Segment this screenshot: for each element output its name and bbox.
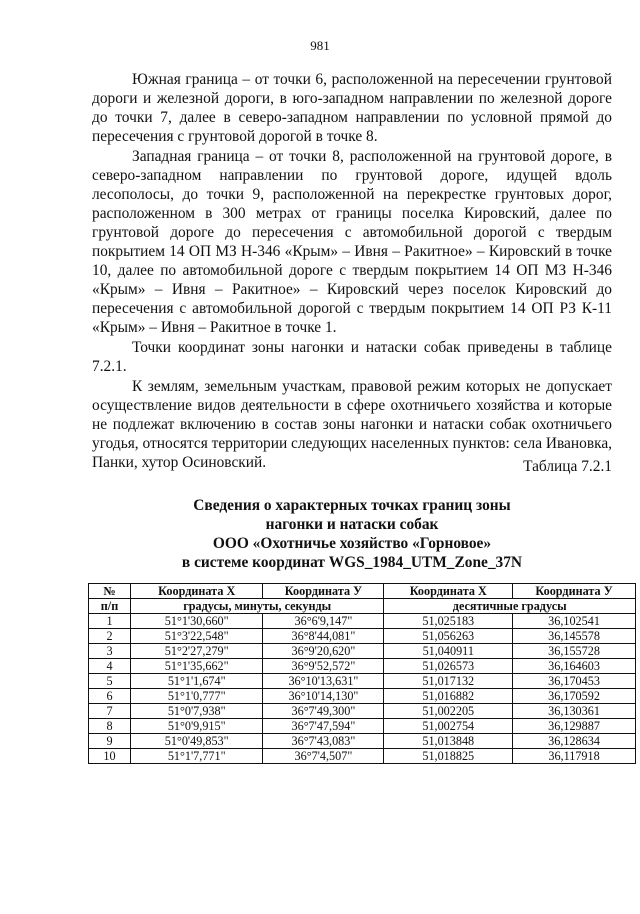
paragraph-west-border: Западная граница – от точки 8, расположенной на грунтовой дороге, в северо-западном направлении по грунтовой дороге, идущей вдоль лесополосы, до точки 9, расположенной на перекрестке грунтовых дорог, расположенном в 300 метрах от границы поселка Кировский, далее по грунтовой дороге до пересечения с автомобильной дорогой с твердым покрытием 14 ОП МЗ Н-346 «Крым» – Ивня – Ракитное» – Кировский в точке 10, далее по автомобильной дороге с твердым покрытием 14 ОП МЗ Н-346 «Крым» – Ивня – Ракитное» – Кировский через поселок Кировский до пересечения с автомобильной дорогой с твердым покрытием 14 ОП РЗ К-11 «Крым» – Ивня – Ракитное в точке 1. [92, 148, 612, 336]
cell-y-dms: 36°10'14,130" [263, 689, 384, 704]
cell-num: 4 [89, 659, 131, 674]
cell-y-dec: 36,102541 [513, 614, 636, 629]
coordinates-table [88, 583, 636, 764]
cell-x-dms: 51°1'30,660" [131, 614, 263, 629]
cell-y-dms: 36°6'9,147" [263, 614, 384, 629]
cell-x-dec: 51,017132 [384, 674, 513, 689]
table-title-line: Сведения о характерных точках границ зоны [193, 497, 511, 514]
header-dms-units: градусы, минуты, секунды [131, 599, 384, 614]
cell-y-dec: 36,155728 [513, 644, 636, 659]
cell-num: 8 [89, 719, 131, 734]
cell-num: 9 [89, 734, 131, 749]
header-x-dec: Координата X [384, 584, 513, 599]
header-dec-units: десятичные градусы [384, 599, 636, 614]
cell-x-dec: 51,040911 [384, 644, 513, 659]
page-number: 981 [310, 38, 330, 53]
header-num: № [89, 584, 131, 599]
cell-x-dms: 51°0'49,853" [131, 734, 263, 749]
body-text [92, 70, 612, 473]
table-row [89, 734, 636, 749]
cell-y-dms: 36°7'49,300" [263, 704, 384, 719]
cell-y-dec: 36,170592 [513, 689, 636, 704]
cell-y-dms: 36°10'13,631" [263, 674, 384, 689]
table-row [89, 749, 636, 764]
table-body [89, 614, 636, 764]
table-title-line: ООО «Охотничье хозяйство «Горновое» [212, 535, 492, 552]
cell-y-dec: 36,164603 [513, 659, 636, 674]
table-title [92, 496, 612, 572]
header-y-dms: Координата У [263, 584, 384, 599]
cell-y-dms: 36°9'52,572" [263, 659, 384, 674]
cell-num: 2 [89, 629, 131, 644]
header-x-dms: Координата X [131, 584, 263, 599]
cell-x-dec: 51,016882 [384, 689, 513, 704]
cell-y-dec: 36,117918 [513, 749, 636, 764]
table-title-line: нагонки и натаски собак [265, 516, 439, 533]
cell-x-dms: 51°1'7,771" [131, 749, 263, 764]
table-row [89, 719, 636, 734]
table-row [89, 659, 636, 674]
cell-x-dms: 51°1'0,777" [131, 689, 263, 704]
paragraph-excluded-lands: К землям, земельным участкам, правовой режим которых не допускает осуществление видов деятельности в сфере охотничьего хозяйства и которые не подлежат включению в состав зоны нагонки и натаски собак охотничьего угодья, относятся территории следующих населенных пунктов: села Ивановка, Панки, хутор Осиновский. [92, 378, 613, 471]
paragraph-table-reference: Точки координат зоны нагонки и натаски собак приведены в таблице 7.2.1. [92, 339, 612, 375]
table-row [89, 629, 636, 644]
cell-x-dms: 51°3'22,548" [131, 629, 263, 644]
table-row [89, 674, 636, 689]
cell-num: 1 [89, 614, 131, 629]
paragraph-south-border: Южная граница – от точки 6, расположенной на пересечении грунтовой дороги и железной дороги, в юго-западном направлении по железной дороге до точки 7, далее в северо-западном направлении по условной прямой до пересечения с грунтовой дорогой в точке 8. [92, 71, 612, 145]
cell-x-dec: 51,018825 [384, 749, 513, 764]
table-units-row [89, 599, 636, 614]
table-row [89, 614, 636, 629]
cell-num: 7 [89, 704, 131, 719]
cell-x-dec: 51,026573 [384, 659, 513, 674]
cell-x-dec: 51,002205 [384, 704, 513, 719]
cell-y-dms: 36°8'44,081" [263, 629, 384, 644]
cell-x-dec: 51,002754 [384, 719, 513, 734]
cell-y-dec: 36,128634 [513, 734, 636, 749]
cell-x-dms: 51°0'7,938" [131, 704, 263, 719]
cell-y-dec: 36,170453 [513, 674, 636, 689]
cell-x-dec: 51,025183 [384, 614, 513, 629]
cell-num: 6 [89, 689, 131, 704]
cell-y-dms: 36°9'20,620" [263, 644, 384, 659]
table-title-line: в системе координат WGS_1984_UTM_Zone_37N [181, 554, 523, 571]
header-num-sub: п/п [89, 599, 131, 614]
cell-y-dms: 36°7'43,083" [263, 734, 384, 749]
cell-y-dms: 36°7'47,594" [263, 719, 384, 734]
cell-x-dms: 51°1'35,662" [131, 659, 263, 674]
table-row [89, 704, 636, 719]
cell-y-dec: 36,129887 [513, 719, 636, 734]
cell-x-dms: 51°0'9,915" [131, 719, 263, 734]
cell-x-dec: 51,056263 [384, 629, 513, 644]
cell-y-dec: 36,145578 [513, 629, 636, 644]
table-row [89, 689, 636, 704]
cell-x-dms: 51°2'27,279" [131, 644, 263, 659]
cell-num: 5 [89, 674, 131, 689]
table-row [89, 644, 636, 659]
header-y-dec: Координата У [513, 584, 636, 599]
cell-y-dec: 36,130361 [513, 704, 636, 719]
cell-num: 10 [89, 749, 131, 764]
cell-num: 3 [89, 644, 131, 659]
cell-x-dms: 51°1'1,674" [131, 674, 263, 689]
table-caption: Таблица 7.2.1 [523, 458, 612, 475]
table-header-row [89, 584, 636, 599]
cell-x-dec: 51,013848 [384, 734, 513, 749]
cell-y-dms: 36°7'4,507" [263, 749, 384, 764]
